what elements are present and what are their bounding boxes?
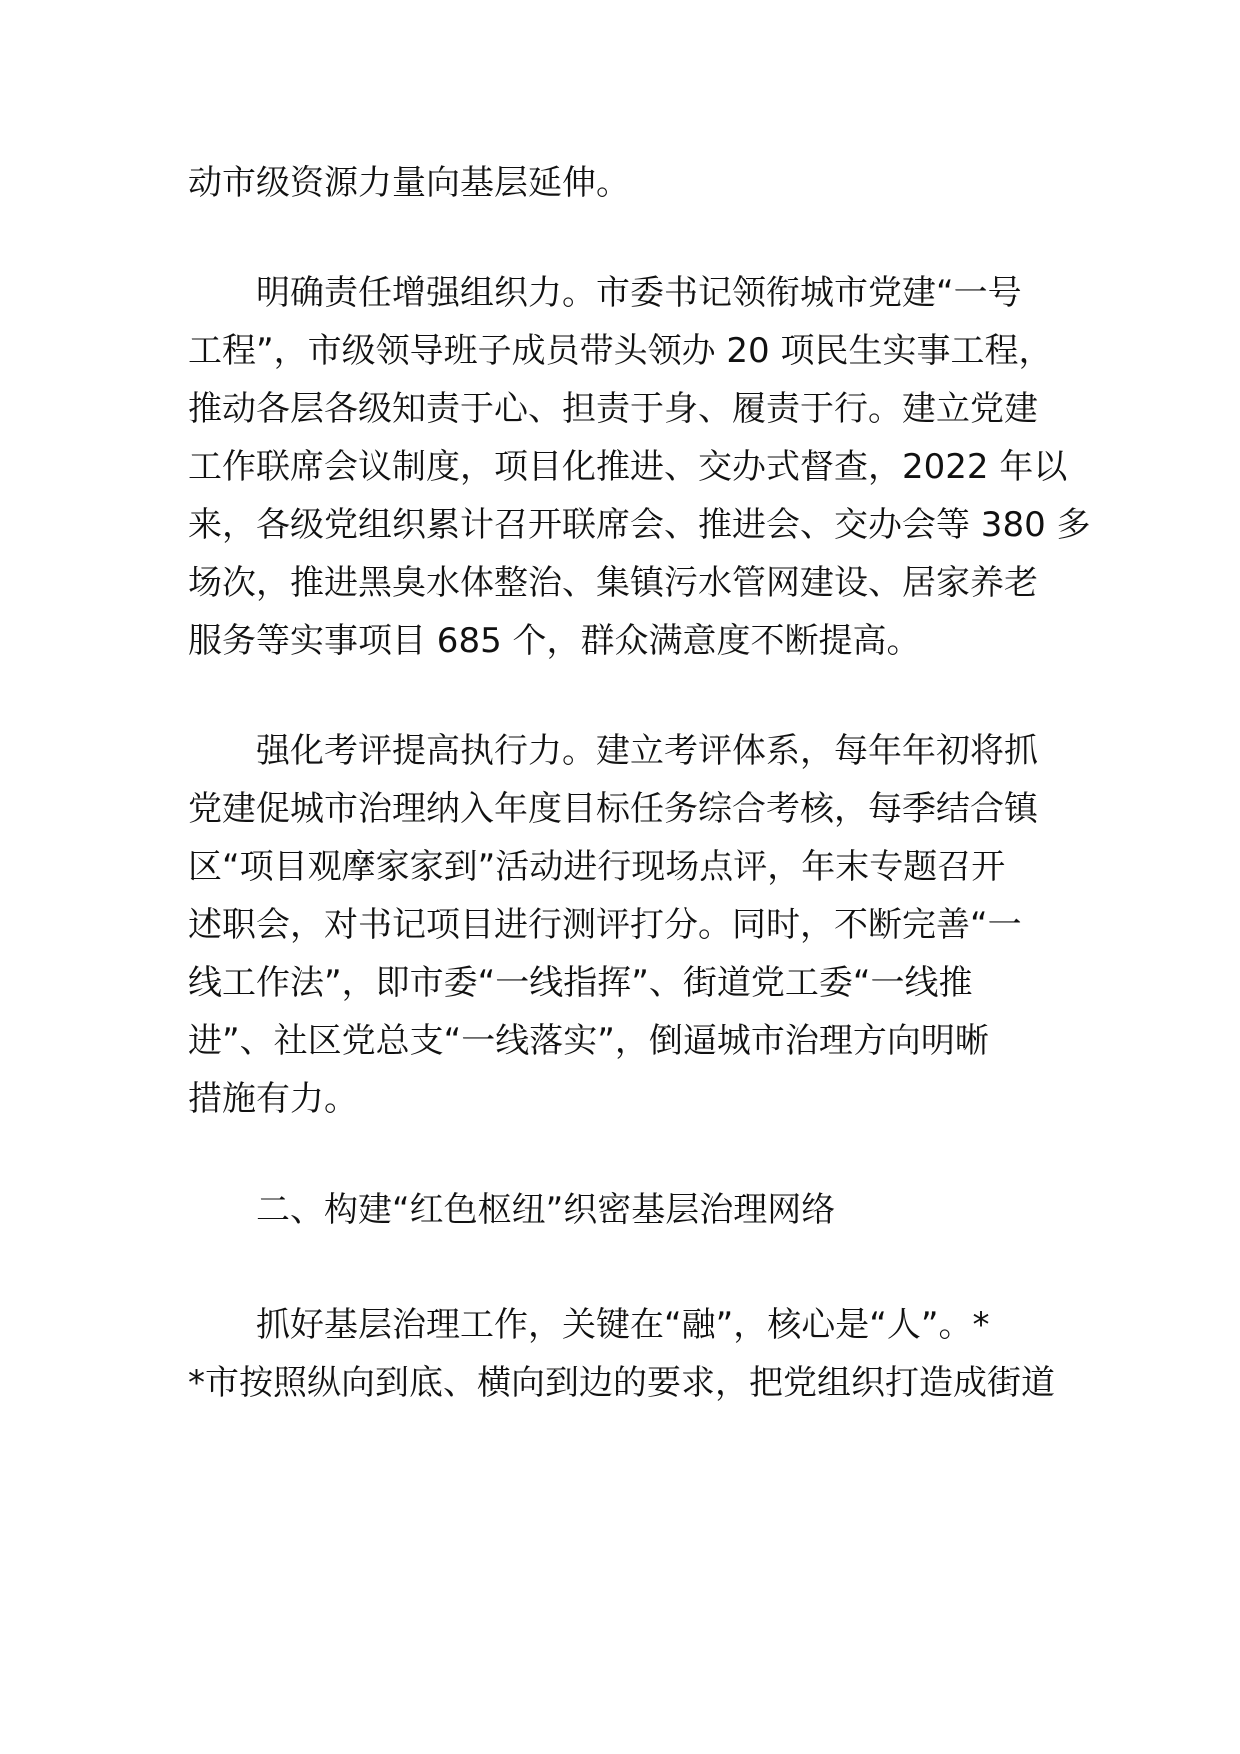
paragraph-first-line: 强化考评提高执行力。建立考评体系，每年年初将抓 [256,731,1038,771]
text-line: *市按照纵向到底、横向到边的要求，把党组织打造成街道 [188,1363,1055,1403]
paragraph-first-line: 明确责任增强组织力。市委书记领衔城市党建“一号 [256,273,1022,313]
text-line: 线工作法”，即市委“一线指挥”、街道党工委“一线推 [188,963,973,1003]
text-line: 措施有力。 [188,1079,358,1119]
text-line: 党建促城市治理纳入年度目标任务综合考核，每季结合镇 [188,789,1038,829]
text-line: 区“项目观摩家家到”活动进行现场点评，年末专题召开 [188,847,1006,887]
text-line: 场次，推进黑臭水体整治、集镇污水管网建设、居家养老 [188,563,1038,603]
text-line: 动市级资源力量向基层延伸。 [188,163,630,203]
text-line: 述职会，对书记项目进行测评打分。同时，不断完善“一 [188,905,1022,945]
text-line: 工程”，市级领导班子成员带头领办 20 项民生实事工程， [188,331,1053,371]
paragraph-first-line: 抓好基层治理工作，关键在“融”，核心是“人”。* [256,1305,990,1345]
text-line: 推动各层各级知责于心、担责于身、履责于行。建立党建 [188,389,1038,429]
text-line: 服务等实事项目 685 个，群众满意度不断提高。 [188,621,921,661]
text-line: 进”、社区党总支“一线落实”，倒逼城市治理方向明晰 [188,1021,989,1061]
section-heading: 二、构建“红色枢纽”织密基层治理网络 [256,1190,836,1230]
text-line: 工作联席会议制度，项目化推进、交办式督查，2022 年以 [188,447,1068,487]
text-line: 来，各级党组织累计召开联席会、推进会、交办会等 380 多 [188,505,1091,545]
